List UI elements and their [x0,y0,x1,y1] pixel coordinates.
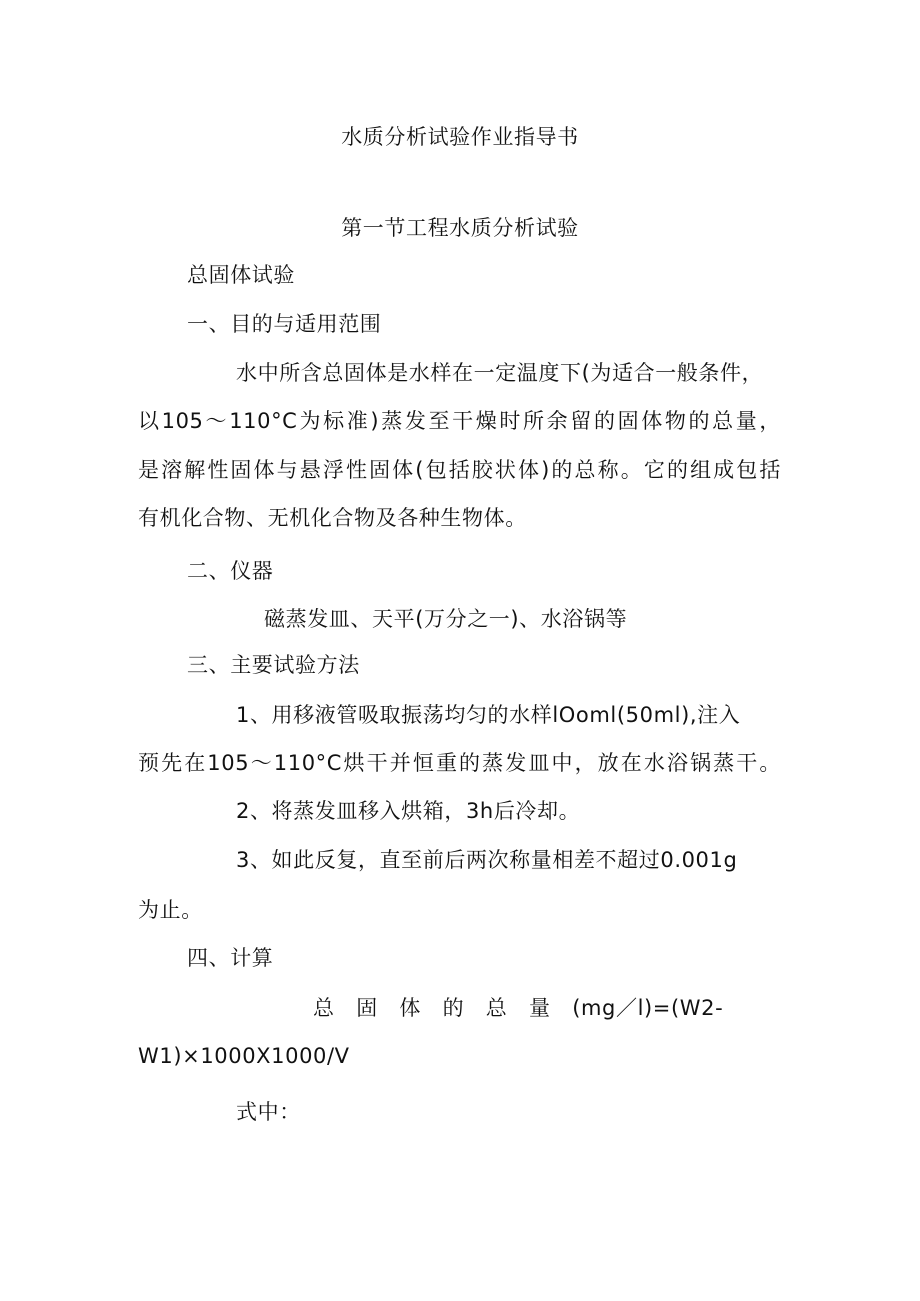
paragraph-line: 水中所含总固体是水样在一定温度下(为适合一般条件， [236,361,764,385]
paragraph-line: 有机化合物、无机化合物及各种生物体。 [138,506,527,530]
heading-instruments: 二、仪器 [187,559,274,583]
heading-calculation: 四、计算 [187,946,274,970]
step-line: 预先在105～110°C烘干并恒重的蒸发皿中，放在水浴锅蒸干。 [138,751,781,775]
heading-purpose: 一、目的与适用范围 [187,312,382,336]
step-line: 1、用移液管吸取振荡均匀的水样lOoml(50ml),注入 [236,703,741,727]
step-line: 2、将蒸发皿移入烘箱，3h后冷却。 [236,799,581,823]
formula-line: W1)×1000X1000/V [138,1044,350,1068]
subsection-heading: 总固体试验 [187,263,295,287]
paragraph-line: 是溶解性固体与悬浮性固体(包括胶状体)的总称。它的组成包括 [138,458,781,482]
step-line: 3、如此反复，直至前后两次称量相差不超过0.001g [236,848,738,872]
heading-method: 三、主要试验方法 [187,653,360,677]
where-label: 式中： [236,1100,301,1124]
document-title: 水质分析试验作业指导书 [341,125,579,149]
step-line: 为止。 [138,898,203,922]
instruments-list: 磁蒸发皿、天平(万分之一)、水浴锅等 [264,607,628,631]
paragraph-line: 以105～110°C为标准)蒸发至干燥时所余留的固体物的总量， [138,409,781,433]
section-title: 第一节工程水质分析试验 [341,216,579,240]
formula-line: 总 固 体 的 总 量 (mg／l)=(W2- [313,996,724,1020]
